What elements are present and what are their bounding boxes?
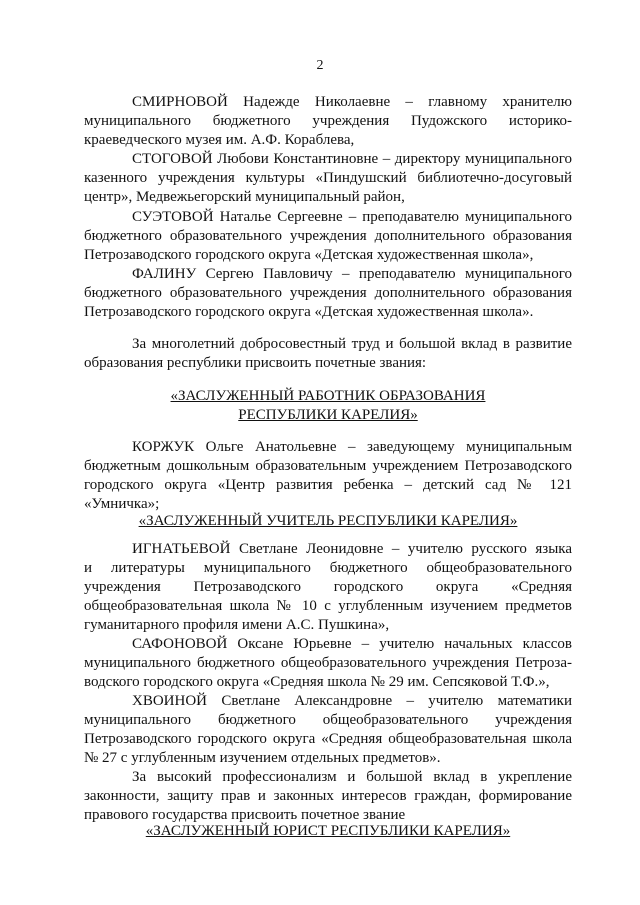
text-line: бюджетным дошкольным образовательным учреждением Петрозаводского bbox=[84, 458, 572, 474]
section-heading: РЕСПУБЛИКИ КАРЕЛИЯ» bbox=[238, 407, 418, 423]
text-line: бюджетного образовательного учреждения дополнительного образования bbox=[84, 285, 572, 301]
text-line: «Умничка»; bbox=[84, 496, 160, 512]
section-heading: «ЗАСЛУЖЕННЫЙ ЮРИСТ РЕСПУБЛИКИ КАРЕЛИЯ» bbox=[145, 823, 511, 839]
paragraph-line: законности, защиту прав и законных интересов граждан, формирование bbox=[84, 788, 572, 804]
text-line: и литературы муниципального бюджетного общеобразовательного bbox=[84, 560, 572, 576]
text-line: Петрозаводского городского округа «Средняя общеобразовательная школа bbox=[84, 731, 572, 747]
text-line: центр», Медвежьегорский муниципальный район, bbox=[84, 189, 405, 205]
text-line: краеведческого музея им. А.Ф. Кораблева, bbox=[84, 132, 355, 148]
text-line: гуманитарного профиля имени А.С. Пушкина», bbox=[84, 617, 390, 633]
paragraph-line: образования республики присвоить почетные звания: bbox=[84, 355, 427, 371]
section-heading: «ЗАСЛУЖЕННЫЙ РАБОТНИК ОБРАЗОВАНИЯ bbox=[170, 388, 486, 404]
text-line: муниципального бюджетного общеобразовательного учреждения Петроза- bbox=[84, 655, 572, 671]
text-line: ИГНАТЬЕВОЙ Светлане Леонидовне – учителю русского языка bbox=[132, 541, 572, 557]
text-line: общеобразовательная школа № 10 с углубленным изучением предметов bbox=[84, 598, 572, 614]
text-line: водского городского округа «Средняя школа № 29 им. Сепсяковой Т.Ф.», bbox=[84, 674, 550, 690]
text-line: ХВОИНОЙ Светлане Александровне – учителю математики bbox=[132, 693, 572, 709]
section-heading: «ЗАСЛУЖЕННЫЙ УЧИТЕЛЬ РЕСПУБЛИКИ КАРЕЛИЯ» bbox=[138, 513, 518, 529]
text-line: СМИРНОВОЙ Надежде Николаевне – главному хранителю bbox=[132, 94, 572, 110]
text-line: ФАЛИНУ Сергею Павловичу – преподавателю муниципального bbox=[132, 266, 572, 282]
text-line: муниципального бюджетного общеобразовательного учреждения bbox=[84, 712, 572, 728]
text-line: учреждения Петрозаводского городского округа «Средняя bbox=[84, 579, 572, 595]
text-line: Петрозаводского городского округа «Детская художественная школа», bbox=[84, 247, 534, 263]
text-line: Петрозаводского городского округа «Детская художественная школа». bbox=[84, 304, 534, 320]
text-line: бюджетного образовательного учреждения дополнительного образования bbox=[84, 228, 572, 244]
text-line: СТОГОВОЙ Любови Константиновне – директору муниципального bbox=[132, 151, 572, 167]
text-line: СУЭТОВОЙ Наталье Сергеевне – преподавателю муниципального bbox=[132, 209, 572, 225]
paragraph-line: За высокий профессионализм и большой вклад в укрепление bbox=[132, 769, 572, 785]
text-line: казенного учреждения культуры «Пиндушский библиотечно-досуговый bbox=[84, 170, 572, 186]
text-line: муниципального бюджетного учреждения Пудожского историко- bbox=[84, 113, 572, 129]
text-line: САФОНОВОЙ Оксане Юрьевне – учителю начальных классов bbox=[132, 636, 572, 652]
page-number: 2 bbox=[316, 58, 324, 73]
text-line: № 27 с углубленным изучением отдельных предметов». bbox=[84, 750, 441, 766]
paragraph-line: правового государства присвоить почетное звание bbox=[84, 807, 406, 823]
text-line: КОРЖУК Ольге Анатольевне – заведующему муниципальным bbox=[132, 439, 572, 455]
paragraph-line: За многолетний добросовестный труд и большой вклад в развитие bbox=[132, 336, 572, 352]
text-line: городского округа «Центр развития ребенка – детский сад № 121 bbox=[84, 477, 572, 493]
